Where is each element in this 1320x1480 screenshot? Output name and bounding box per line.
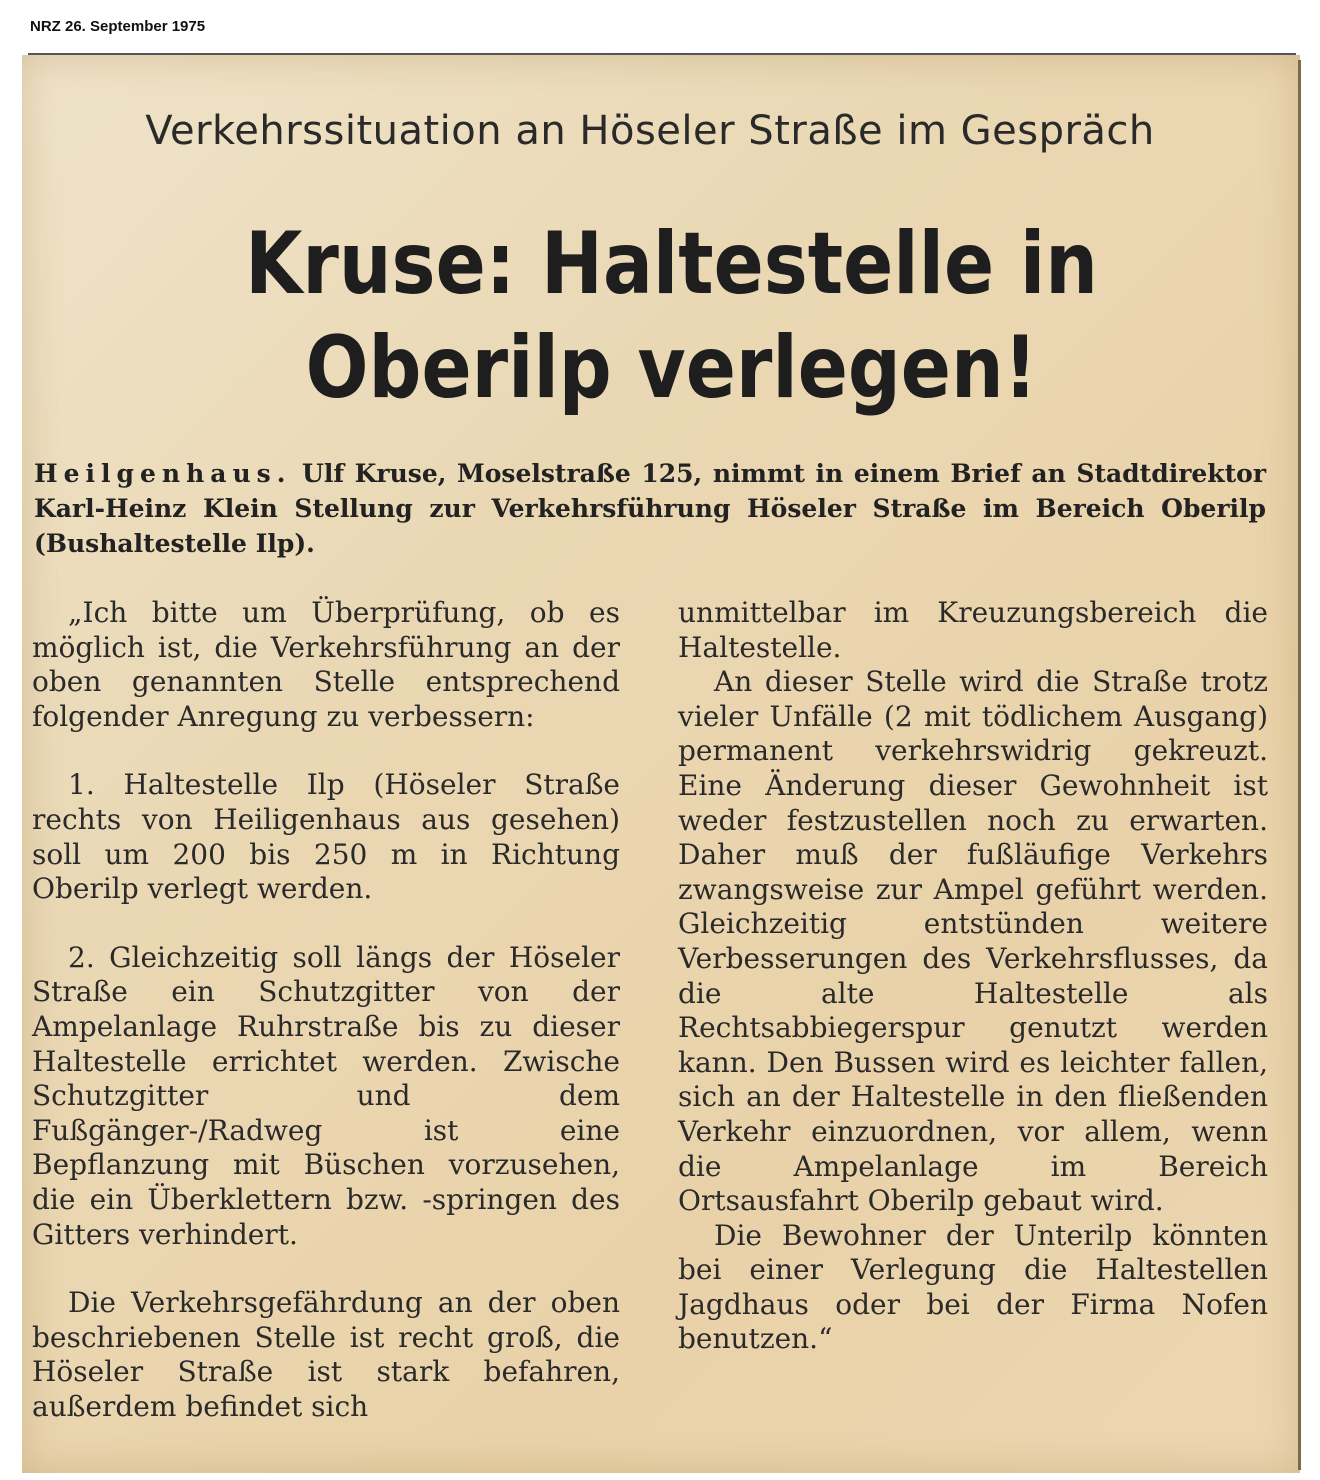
left-paragraph: „Ich bitte um Überprüfung, ob es möglich ist, die Verkehrsführung an der oben genannten Stelle entsprechend folgender Anregung zu verbessern: [32,596,620,733]
lead-text: Ulf Kruse, Moselstraße 125, nimmt in einem Brief an Stadtdirektor Karl-Heinz Klein Stellung zur Verkehrsführung Höseler Straße im Bereich Oberilp (Bushaltestelle Ilp). [34,459,1266,558]
left-paragraph: Die Verkehrsgefährdung an der oben beschriebenen Stelle ist recht groß, die Höseler Straße ist stark befahren, außerdem befindet sich [32,1286,620,1423]
right-paragraph: unmittelbar im Kreuzungsbereich die Haltestelle. [678,596,1268,664]
article-column-left [32,596,620,1424]
article-kicker: Verkehrssituation an Höseler Straße im Gespräch [145,108,1155,154]
top-rule [28,53,1296,55]
article-column-right [678,596,1268,1357]
headline-line-2: Oberilp verlegen! [305,318,1038,418]
left-paragraph: 2. Gleichzeitig soll längs der Höseler Straße ein Schutzgitter von der Ampelanlage Ruhrstraße bis zu dieser Haltestelle errichtet werden. Zwische Schutzgitter und dem Fußgänger-/Radweg ist eine Bepflanzung mit Büschen vorzusehen, die ein Überklettern bzw. -springen des Gitters verhindert. [32,940,620,1251]
article-lead [34,456,1266,561]
lead-dateline: Heilgenhaus. [34,459,292,488]
source-caption: NRZ 26. September 1975 [30,18,206,35]
clipping-edge [1298,60,1301,1470]
headline-line-1: Kruse: Haltestelle in [245,214,1098,314]
right-paragraph: Die Bewohner der Unterilp könnten bei einer Verlegung die Haltestellen Jagdhaus oder bei der Firma Nofen benutzen.“ [678,1218,1268,1356]
left-paragraph: 1. Haltestelle Ilp (Höseler Straße rechts von Heiligenhaus aus gesehen) soll um 200 bis 250 m in Richtung Oberilp verlegt werden. [32,768,620,906]
right-paragraph: An dieser Stelle wird die Straße trotz vieler Unfälle (2 mit tödlichem Ausgang) permanent verkehrswidrig gekreuzt. Eine Änderung dieser Gewohnheit ist weder festzustellen noch zu erwarten. Daher muß der fußläufige Verkehrs zwangsweise zur Ampel geführt werden. Gleichzeitig entstünden weitere Verbesserungen des Verkehrsflusses, da die alte Haltestelle als Rechtsabbiegerspur genutzt werden kann. Den Bussen wird es leichter fallen, sich an der Haltestelle in den fließenden Verkehr einzuordnen, vor allem, wenn die Ampelanlage im Bereich Ortsausfahrt Oberilp gebaut wird. [678,665,1268,1218]
article-headline [91,212,1252,420]
